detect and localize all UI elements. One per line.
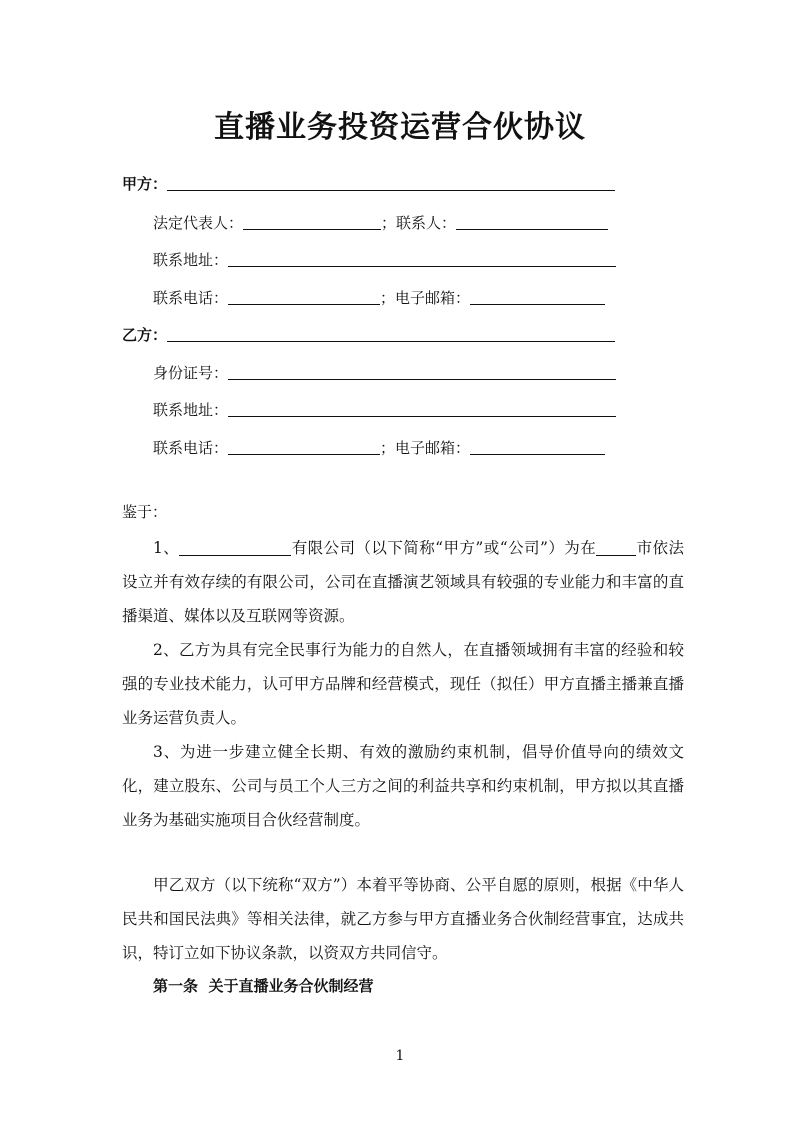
phone-blank [228, 288, 380, 305]
address-blank [228, 250, 616, 267]
whereas-clause-2 [122, 633, 684, 735]
clause2-text: 2、乙方为具有完全民事行为能力的自然人，在直播领域拥有丰富的经验和较强的专业技术能力，认可甲方品牌和经营模式，现任（拟任）甲方直播主播兼直播业务运营负责人。 [122, 641, 684, 727]
clause1-mid: 有限公司（以下简称“甲方”或“公司”）为在 [291, 539, 597, 557]
party-a-address-row [153, 246, 616, 270]
city-blank [596, 539, 636, 556]
legal-rep-blank [243, 213, 381, 230]
email-label: ；电子邮箱： [380, 439, 471, 457]
email-blank [470, 438, 605, 455]
email-label: ；电子邮箱： [380, 289, 471, 307]
article-1-heading-text: 第一条 关于直播业务合伙制经营 [153, 977, 374, 995]
party-b-id-row [153, 359, 616, 383]
contact-label: ；联系人： [381, 214, 457, 232]
article-1-heading [153, 972, 373, 996]
clause3-text: 3、为进一步建立健全长期、有效的激励约束机制，倡导价值导向的绩效文化，建立股东、公司与员工个人三方之间的利益共享和约束机制，甲方拟以其直播业务为基础实施项目合伙经营制度。 [122, 743, 684, 829]
party-a-phone-row [153, 284, 605, 308]
whereas-heading [122, 498, 167, 522]
party-b-phone-row [153, 434, 605, 458]
phone-label: 联系电话： [153, 439, 229, 457]
email-blank [470, 288, 605, 305]
party-a-row [122, 170, 615, 194]
phone-blank [228, 438, 380, 455]
address-label: 联系地址： [153, 401, 229, 419]
id-label: 身份证号： [153, 364, 229, 382]
clause1-rest: 依法设立并有效存续的有限公司，公司在直播演艺领域具有较强的专业能力和丰富的直播渠道、媒体以及互联网等资源。 [122, 539, 684, 625]
party-b-label: 乙方： [122, 326, 168, 344]
contact-blank [456, 213, 608, 230]
party-b-address-row [153, 396, 616, 420]
clause1-prefix: 1、 [153, 539, 180, 557]
party-a-legal-rep-row [153, 209, 608, 233]
whereas-heading-text: 鉴于： [122, 503, 168, 521]
address-blank [228, 400, 616, 417]
address-label: 联系地址： [153, 251, 229, 269]
phone-label: 联系电话： [153, 289, 229, 307]
document-title: 直播业务投资运营合伙协议 [214, 110, 586, 145]
agreement-intro-text: 甲乙双方（以下统称“双方”）本着平等协商、公平自愿的原则，根据《中华人民共和国民法典》等相关法律，就乙方参与甲方直播业务合伙制经营事宜，达成共识，特订立如下协议条款，以资双方共同信守。 [122, 876, 684, 962]
party-a-label: 甲方： [122, 175, 168, 193]
company-name-blank [179, 539, 291, 556]
party-b-name-blank [167, 325, 615, 342]
clause1-city: 市 [636, 539, 653, 557]
legal-rep-label: 法定代表人： [153, 214, 244, 232]
party-b-row [122, 321, 615, 345]
id-blank [228, 363, 616, 380]
page-number: 1 [395, 1048, 405, 1064]
party-a-name-blank [167, 174, 615, 191]
agreement-intro [122, 868, 684, 970]
whereas-clause-3 [122, 735, 684, 837]
whereas-clause-1 [122, 531, 684, 633]
